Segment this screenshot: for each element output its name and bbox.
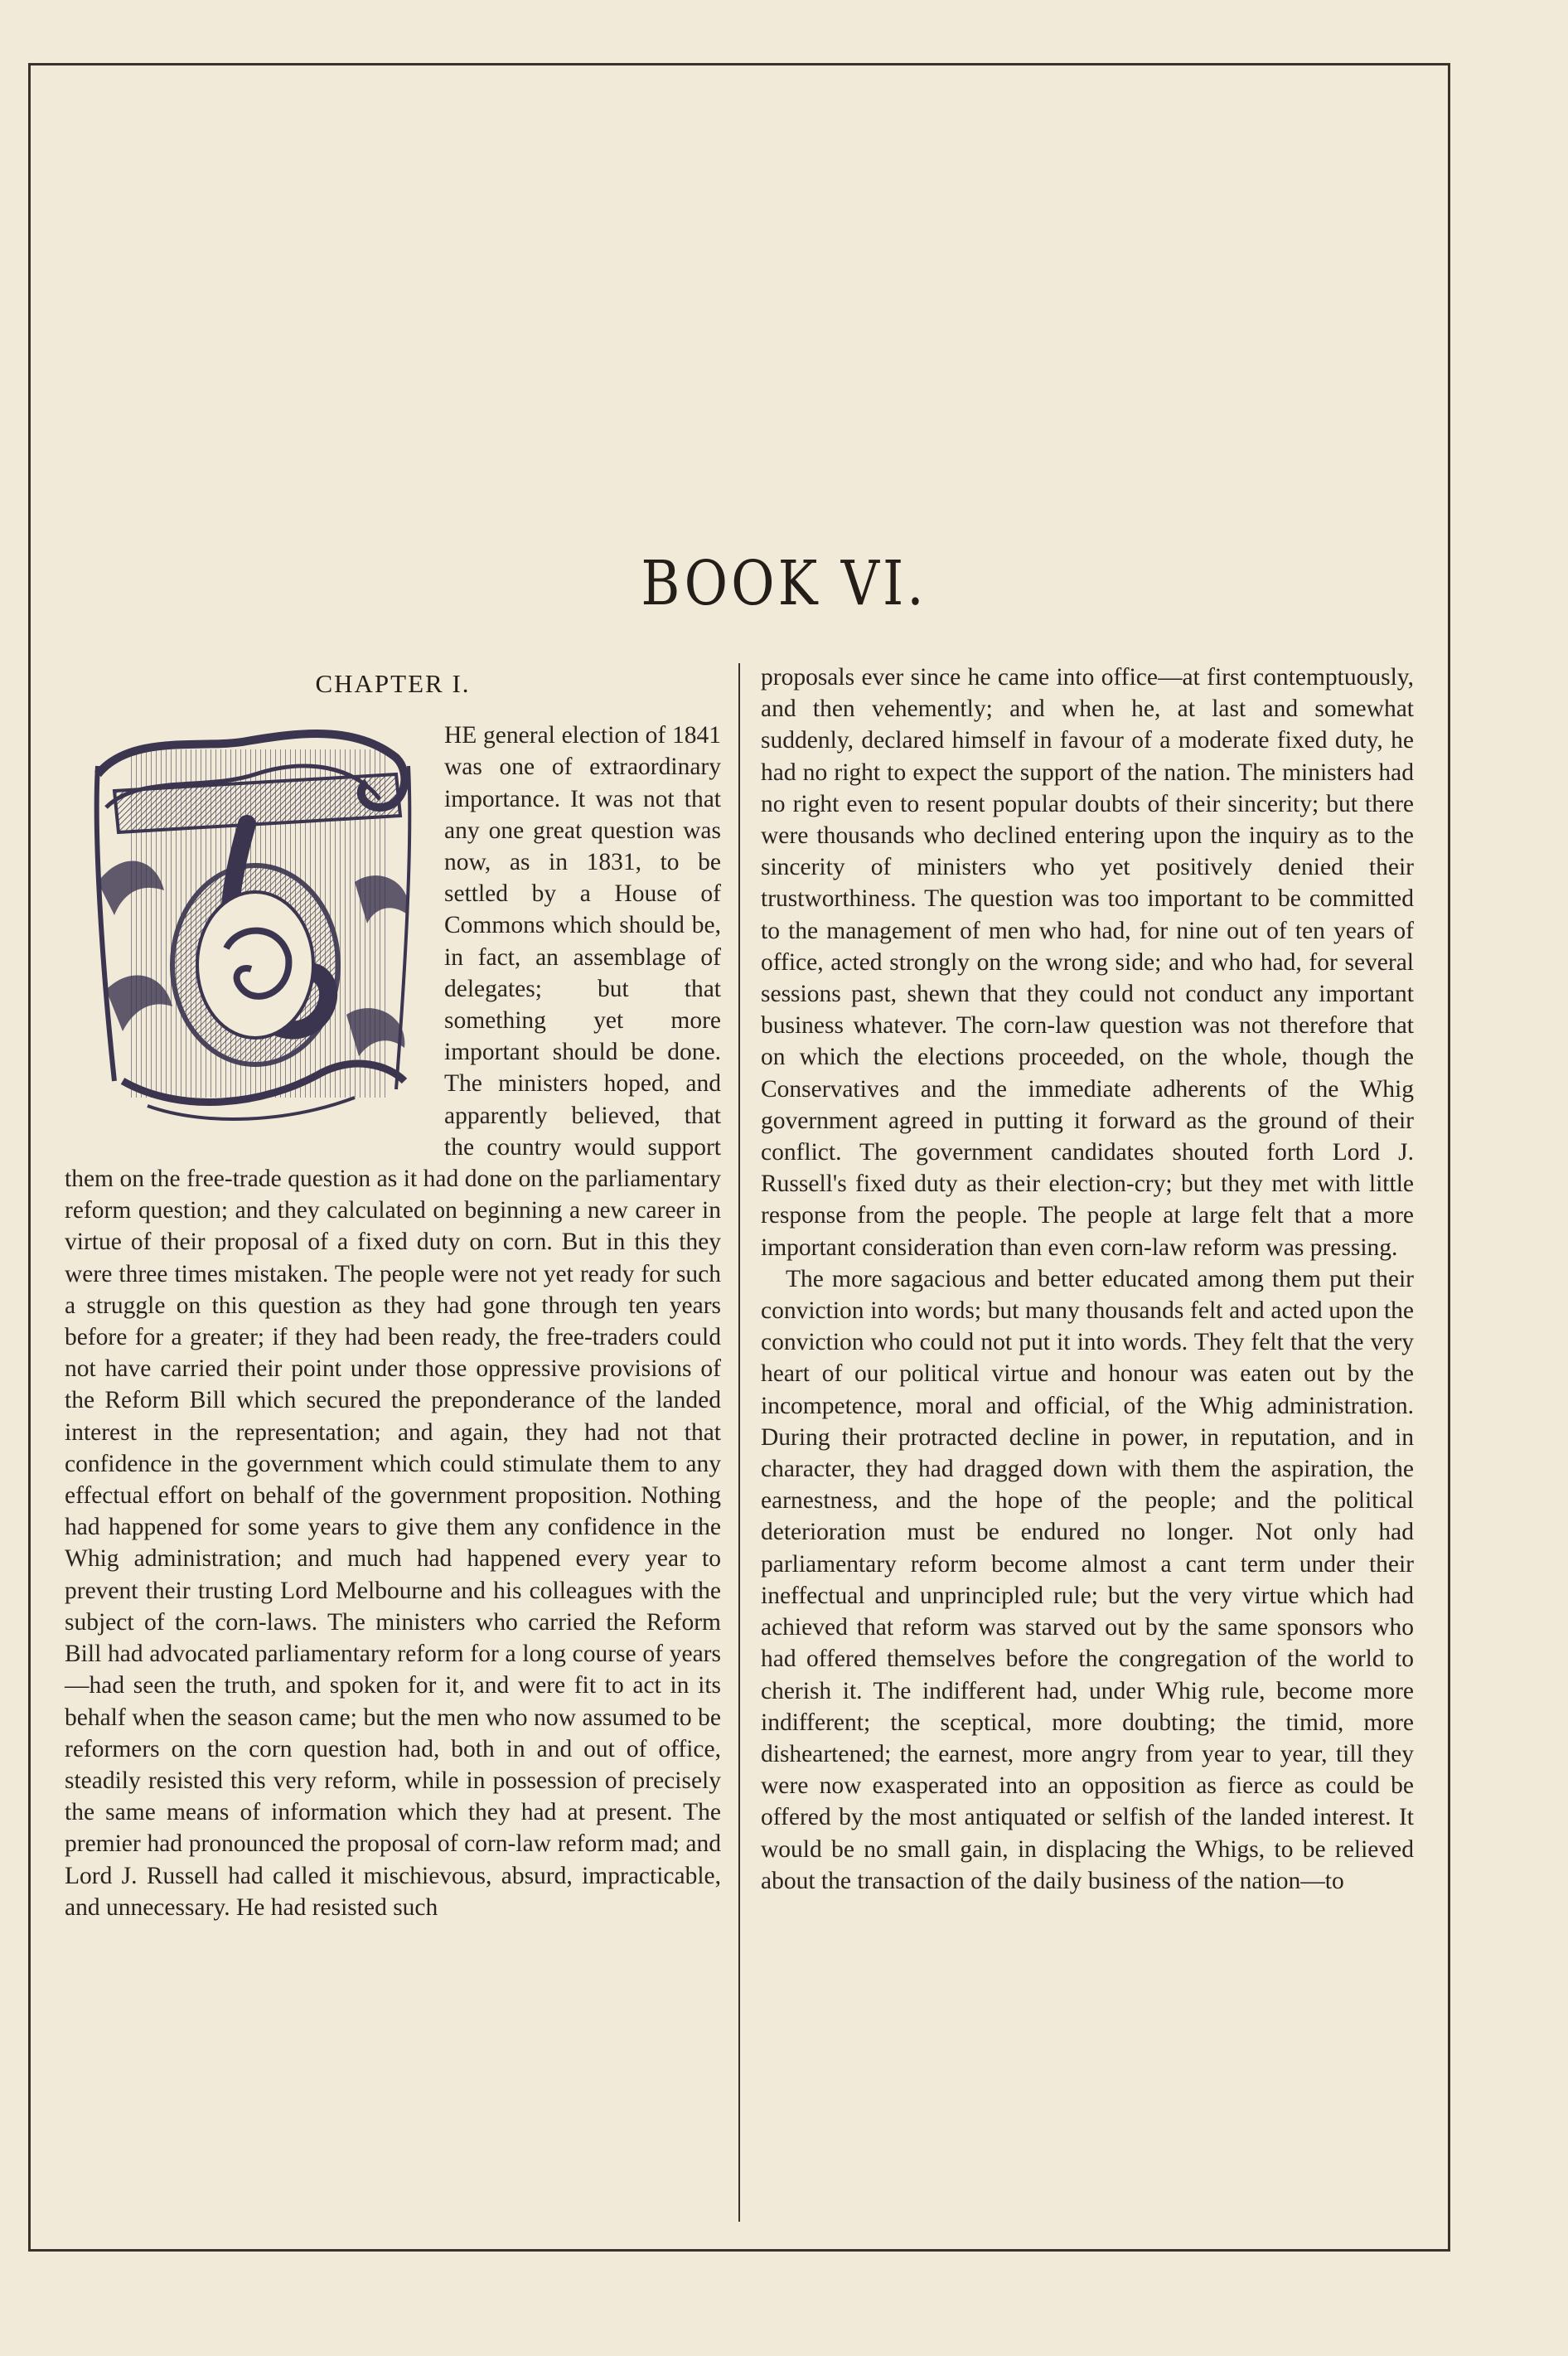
book-title: BOOK VI. (641, 549, 927, 620)
paragraph-right-2: The more sagacious and better educated among them put their conviction into words; but many thousands felt and acted upon the conviction who could not put it into words. They felt that the very heart of our political virtue and honour was eaten out by the incompetence, moral and official, of the Whig administration. During their protracted decline in power, in reputation, and in character, they had dragged down with them the aspiration, the earnestness, and the hope of the people; and the political deterioration must be endured no longer. Not only had parliamentary reform become almost a cant term under their ineffectual and unprincipled rule; but the very virtue which had achieved that reform was starved out by the same sponsors who had offered themselves before the congregation of the world to cherish it. The indifferent had, under Whig rule, become more indifferent; the sceptical, more doubting; the timid, more disheartened; the earnest, more angry from year to year, till they were now exasperated into an opposition as fierce as could be offered by the most antiquated or selfish of the landed interest. It would be no small gain, in displacing the Whigs, to be relieved about the transaction of the daily business of the nation—to (761, 1265, 1414, 1894)
paragraph-left-1: HE general election of 1841 was one of extraordinary importance. It was not that any one great question was now, as in 1831, to be settled by a House of Commons which should be, in fact, an assemblage of delegates; but that something yet more important should be done. The ministers hoped, and apparently believed, that the country would support them on the free-trade question as it had done on the parliamentary reform question; and they calculated on beginning a new career in virtue of their proposal of a fixed duty on corn. But in this they were three times mistaken. The people were not yet ready for such a struggle on this question as they had gone through ten years before for a greater; if they had been ready, the free-traders could not have carried their point under those oppressive provisions of the Reform Bill which secured the preponderance of the landed interest in the representation; and again, they had not that confidence in the government which could stimulate them to any effectual effort on behalf of the government proposition. Nothing had happened for some years to give them any confidence in the Whig administration; and much had happened every year to prevent their trusting Lord Melbourne and his colleagues with the subject of the corn-laws. The ministers who carried the Reform Bill had advocated parliamentary reform for a long course of years—had seen the truth, and spoken for it, and were fit to act in its behalf when the season came; but the men who now assumed to be reformers on the corn question had, both in and out of office, steadily resisted this very reform, while in possession of precisely the same means of information which they had at present. The premier had pronounced the proposal of corn-law reform mad; and Lord J. Russell had called it mischievous, absurd, impracticable, and unnecessary. He had resisted such (65, 722, 721, 1921)
left-column (65, 662, 721, 1923)
ornamental-initial-T-icon (81, 716, 429, 1131)
right-column (761, 662, 1414, 1897)
column-divider (738, 663, 740, 2222)
paragraph-right-1: proposals ever since he came into office—at first contemptuously, and then vehemently; and when he, at last and somewhat suddenly, declared himself in favour of a moderate fixed duty, he had no right to expect the support of the nation. The ministers had no right even to resent popular doubts of their sincerity; but there were thousands who declined entering upon the inquiry as to the sincerity of ministers who yet positively denied their trustworthiness. The question was too important to be committed to the management of men who had, for nine out of ten years of office, acted strongly on the wrong side; and who had, for several sessions past, shewn that they could not conduct any important business whatever. The corn-law question was not therefore that on which the elections proceeded, on the whole, though the Conservatives and the immediate adherents of the Whig government agreed in putting it forward as the ground of their conflict. The government candidates shouted forth Lord J. Russell's fixed duty as their election-cry; but they met with little response from the people. The people at large felt that a more important consideration than even corn-law reform was pressing. (761, 664, 1414, 1261)
chapter-heading: CHAPTER I. (315, 669, 471, 698)
